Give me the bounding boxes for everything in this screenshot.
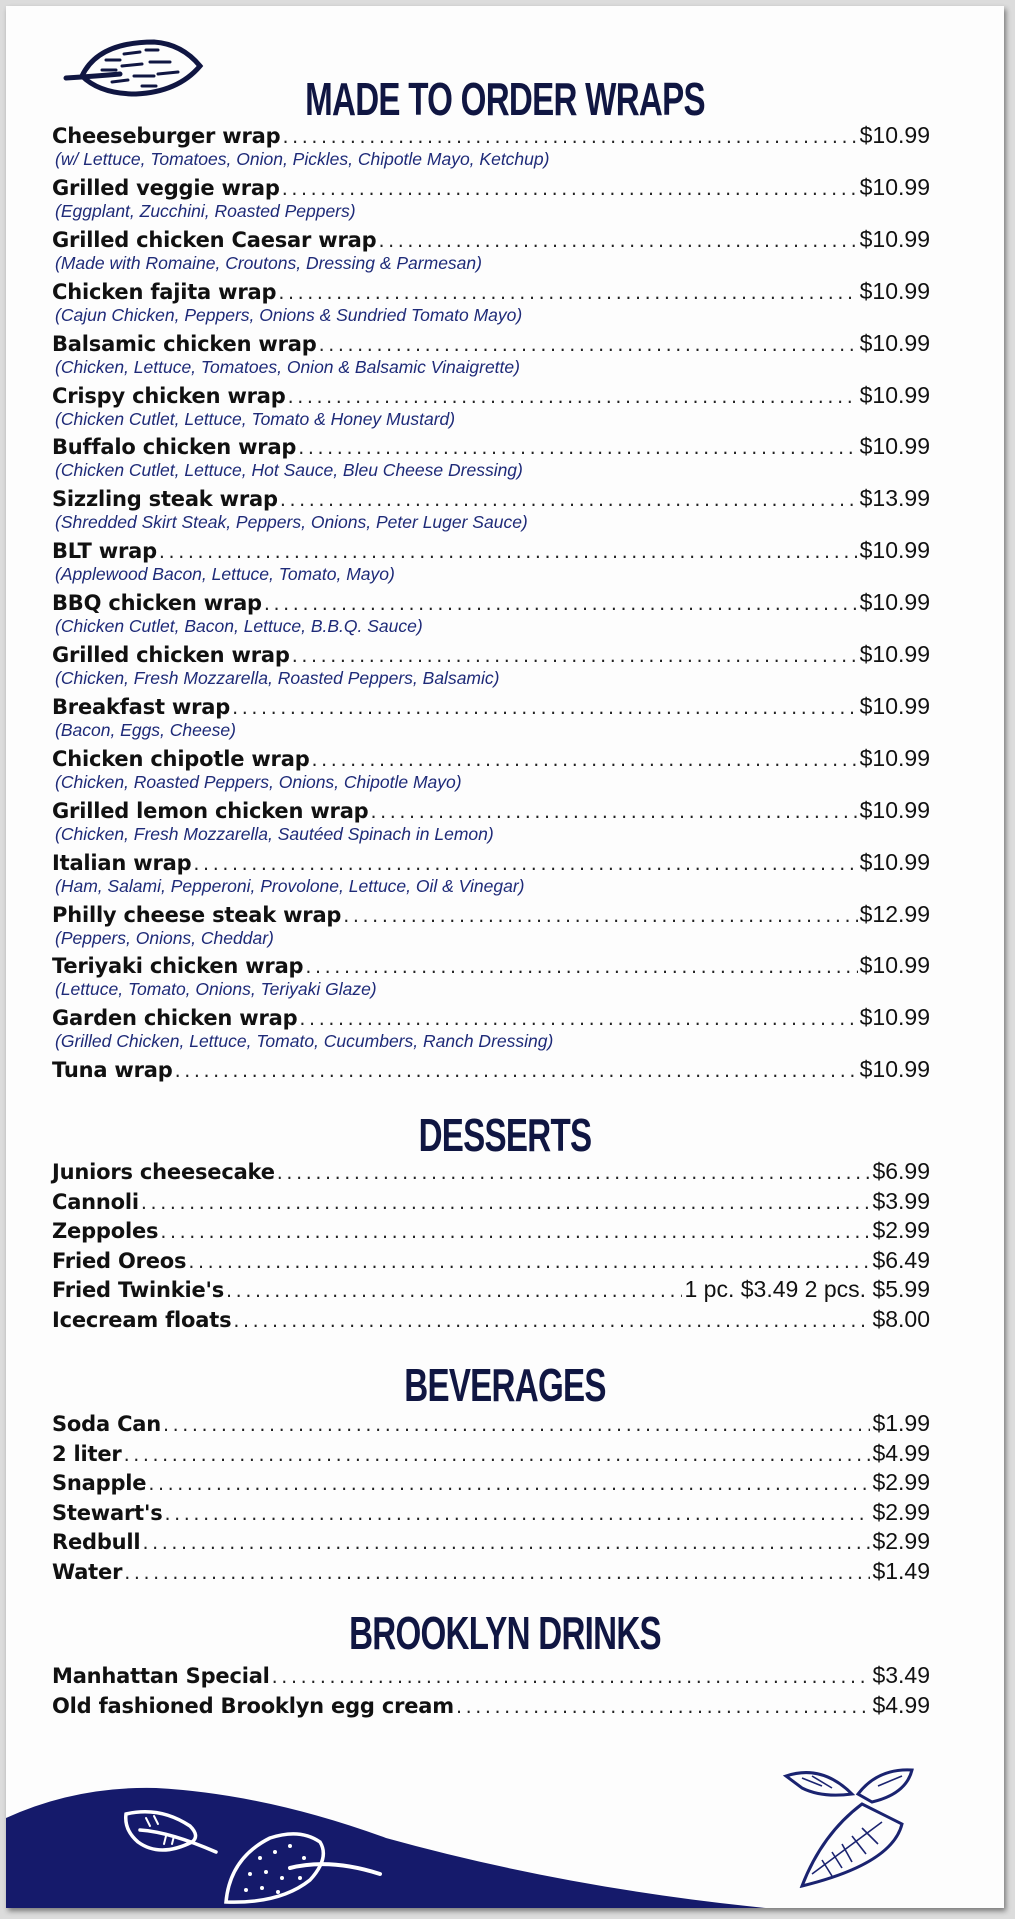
menu-item-row <box>52 1306 930 1332</box>
item-name: Italian wrap <box>52 850 192 875</box>
dot-leader <box>124 1442 871 1468</box>
item-price: $10.99 <box>859 537 930 564</box>
menu-item-row <box>52 1469 930 1495</box>
item-price: $10.99 <box>859 641 930 667</box>
leaf-icon-bottom-dotted <box>220 1828 400 1908</box>
menu-item-row <box>52 1158 930 1184</box>
menu-item-row <box>52 122 930 148</box>
menu-item-row <box>52 1410 930 1436</box>
menu-item-row <box>52 330 930 356</box>
item-description: (Eggplant, Zucchini, Roasted Peppers) <box>55 200 356 221</box>
menu-item-row <box>52 1662 930 1688</box>
item-price: $4.99 <box>872 1439 930 1466</box>
item-name: Breakfast wrap <box>52 694 231 719</box>
menu-item-row <box>52 641 930 667</box>
item-description: (Lettuce, Tomato, Onions, Teriyaki Glaze) <box>55 979 377 1000</box>
item-name: Redbull <box>52 1530 141 1555</box>
menu-item-row <box>52 1217 930 1243</box>
dot-leader <box>292 643 858 669</box>
dot-leader <box>288 384 858 410</box>
item-description: (Chicken, Fresh Mozzarella, Sautéed Spinach in Lemon) <box>55 823 494 844</box>
dot-leader <box>141 1190 871 1216</box>
menu-item-row <box>52 849 930 875</box>
menu-item-row <box>52 1528 930 1554</box>
item-price: $10.99 <box>859 1056 930 1083</box>
item-name: Grilled lemon chicken wrap <box>52 798 369 823</box>
leaf-icon-bottom-outline <box>120 1806 230 1866</box>
dot-leader <box>165 1501 871 1527</box>
dot-leader <box>148 1471 870 1497</box>
item-name: Zeppoles <box>52 1219 159 1244</box>
item-price: $3.99 <box>872 1187 930 1214</box>
item-price: $4.99 <box>872 1691 930 1718</box>
dot-leader <box>142 1530 870 1556</box>
item-description: (Chicken Cutlet, Bacon, Lettuce, B.B.Q. Sauce) <box>55 616 423 637</box>
menu-item-row <box>52 1004 930 1030</box>
item-name: 2 liter <box>52 1441 122 1466</box>
item-price: $1.99 <box>872 1410 930 1436</box>
menu-item-row <box>52 745 930 771</box>
item-name: Old fashioned Brooklyn egg cream <box>52 1693 454 1718</box>
plant-sprig-icon-bottom-right <box>782 1764 932 1888</box>
menu-item-row <box>52 433 930 459</box>
dot-leader <box>233 1308 870 1334</box>
item-price: $12.99 <box>859 900 930 927</box>
item-name: Philly cheese steak wrap <box>52 902 342 927</box>
item-description: (Chicken Cutlet, Lettuce, Tomato & Honey Mustard) <box>55 408 456 429</box>
item-description: (w/ Lettuce, Tomatoes, Onion, Pickles, Chipotle Mayo, Ketchup) <box>55 149 550 169</box>
item-description: (Ham, Salami, Pepperoni, Provolone, Lettuce, Oil & Vinegar) <box>55 875 525 896</box>
dot-leader <box>343 903 857 929</box>
item-price: $10.99 <box>859 122 930 148</box>
item-description: (Bacon, Eggs, Cheese) <box>55 719 236 740</box>
dot-leader <box>272 1664 871 1690</box>
item-price: $10.99 <box>859 1004 930 1031</box>
dot-leader <box>193 851 857 877</box>
dot-leader <box>163 1412 870 1438</box>
section-heading-brooklyn-drinks: BROOKLYN DRINKS <box>349 1607 661 1659</box>
dot-leader <box>175 1058 858 1084</box>
item-name: Chicken fajita wrap <box>52 279 277 304</box>
item-price: $10.99 <box>859 744 930 771</box>
item-price: $10.99 <box>859 692 930 719</box>
item-price: $10.99 <box>859 225 930 252</box>
item-price: $10.99 <box>859 952 930 979</box>
menu-item-row <box>52 382 930 408</box>
item-name: Fried Twinkie's <box>52 1278 225 1303</box>
item-name: Grilled veggie wrap <box>52 175 280 200</box>
item-description: (Chicken, Fresh Mozzarella, Roasted Peppers, Balsamic) <box>55 668 500 688</box>
dot-leader <box>282 124 857 150</box>
item-description: (Chicken, Roasted Peppers, Onions, Chipotle Mayo) <box>55 771 462 792</box>
item-price: $1.49 <box>872 1558 930 1584</box>
item-name: BBQ chicken wrap <box>52 591 262 616</box>
item-price: $6.49 <box>872 1246 930 1273</box>
menu-item-row <box>52 797 930 823</box>
item-price: $8.00 <box>872 1306 930 1332</box>
dot-leader <box>264 591 858 617</box>
item-name: Chicken chipotle wrap <box>52 746 310 771</box>
menu-item-row <box>52 485 930 511</box>
menu-item-row <box>52 174 930 200</box>
menu-item-row <box>52 1056 930 1082</box>
item-name: Cannoli <box>52 1189 139 1214</box>
item-name: Tuna wrap <box>52 1058 173 1083</box>
dot-leader <box>159 539 858 565</box>
menu-item-row <box>52 693 930 719</box>
item-name: BLT wrap <box>52 539 157 564</box>
item-price: $2.99 <box>872 1217 930 1244</box>
dot-leader <box>305 954 857 980</box>
dot-leader <box>160 1219 870 1245</box>
item-name: Cheeseburger wrap <box>52 124 281 148</box>
dot-leader <box>378 228 857 254</box>
menu-item-row <box>52 952 930 978</box>
dot-leader <box>456 1694 870 1720</box>
section-heading-beverages: BEVERAGES <box>404 1359 606 1411</box>
item-description: (Shredded Skirt Steak, Peppers, Onions, Peter Luger Sauce) <box>55 512 528 533</box>
item-price: $10.99 <box>859 277 930 304</box>
menu-item-row <box>52 537 930 563</box>
menu-item-row <box>52 278 930 304</box>
menu-item-row <box>52 1188 930 1214</box>
menu-item-row <box>52 589 930 615</box>
item-name: Teriyaki chicken wrap <box>52 954 304 979</box>
dot-leader <box>371 799 858 825</box>
item-name: Crispy chicken wrap <box>52 383 286 408</box>
item-name: Juniors cheesecake <box>52 1160 275 1184</box>
item-price: $13.99 <box>859 485 930 512</box>
item-name: Stewart's <box>52 1500 163 1525</box>
item-price: $2.99 <box>872 1528 930 1555</box>
dot-leader <box>226 1278 682 1304</box>
item-price: $10.99 <box>859 796 930 823</box>
dot-leader <box>298 435 857 461</box>
item-price: $10.99 <box>859 329 930 356</box>
menu-item-row <box>52 226 930 252</box>
menu-page <box>6 6 1004 1908</box>
item-price: $3.49 <box>872 1662 930 1688</box>
item-description: (Cajun Chicken, Peppers, Onions & Sundried Tomato Mayo) <box>55 304 523 325</box>
item-price: $10.99 <box>859 433 930 460</box>
dot-leader <box>124 1560 870 1586</box>
menu-item-row <box>52 1558 930 1584</box>
item-name: Snapple <box>52 1471 147 1496</box>
item-price: $10.99 <box>859 589 930 616</box>
item-description: (Applewood Bacon, Lettuce, Tomato, Mayo) <box>55 564 395 585</box>
item-name: Icecream floats <box>52 1308 232 1332</box>
menu-item-row <box>52 1247 930 1273</box>
dot-leader <box>312 747 858 773</box>
dot-leader <box>299 1006 857 1032</box>
item-description: (Grilled Chicken, Lettuce, Tomato, Cucumbers, Ranch Dressing) <box>55 1031 554 1052</box>
dot-leader <box>278 280 857 306</box>
item-description: (Peppers, Onions, Cheddar) <box>55 927 274 948</box>
item-description: (Chicken, Lettuce, Tomatoes, Onion & Balsamic Vinaigrette) <box>55 356 520 377</box>
item-price: $10.99 <box>859 381 930 408</box>
dot-leader <box>280 487 858 513</box>
item-price: $2.99 <box>872 1469 930 1496</box>
item-name: Manhattan Special <box>52 1664 270 1688</box>
item-price: $6.99 <box>872 1158 930 1184</box>
item-name: Soda Can <box>52 1412 161 1436</box>
dot-leader <box>282 176 858 202</box>
item-name: Grilled chicken Caesar wrap <box>52 227 377 252</box>
item-description: (Made with Romaine, Croutons, Dressing & Parmesan) <box>55 252 482 273</box>
item-price: $2.99 <box>872 1498 930 1525</box>
item-name: Water <box>52 1560 123 1584</box>
menu-item-row <box>52 1440 930 1466</box>
item-description: (Chicken Cutlet, Lettuce, Hot Sauce, Bleu Cheese Dressing) <box>55 460 523 481</box>
dot-leader <box>319 332 858 358</box>
item-price: 1 pc. $3.49 2 pcs. $5.99 <box>684 1276 930 1303</box>
item-name: Buffalo chicken wrap <box>52 435 297 460</box>
item-name: Garden chicken wrap <box>52 1006 298 1031</box>
menu-item-row <box>52 901 930 927</box>
menu-item-row <box>52 1499 930 1525</box>
item-price: $10.99 <box>859 173 930 200</box>
item-name: Fried Oreos <box>52 1248 187 1273</box>
menu-item-row <box>52 1692 930 1718</box>
section-heading-wraps: MADE TO ORDER WRAPS <box>305 73 705 125</box>
item-name: Balsamic chicken wrap <box>52 331 317 356</box>
item-name: Grilled chicken wrap <box>52 643 290 667</box>
section-heading-desserts: DESSERTS <box>418 1109 592 1161</box>
dot-leader <box>232 695 858 721</box>
dot-leader <box>188 1249 870 1275</box>
item-name: Sizzling steak wrap <box>52 487 278 512</box>
dot-leader <box>277 1160 871 1186</box>
menu-item-row <box>52 1276 930 1302</box>
item-price: $10.99 <box>859 848 930 875</box>
